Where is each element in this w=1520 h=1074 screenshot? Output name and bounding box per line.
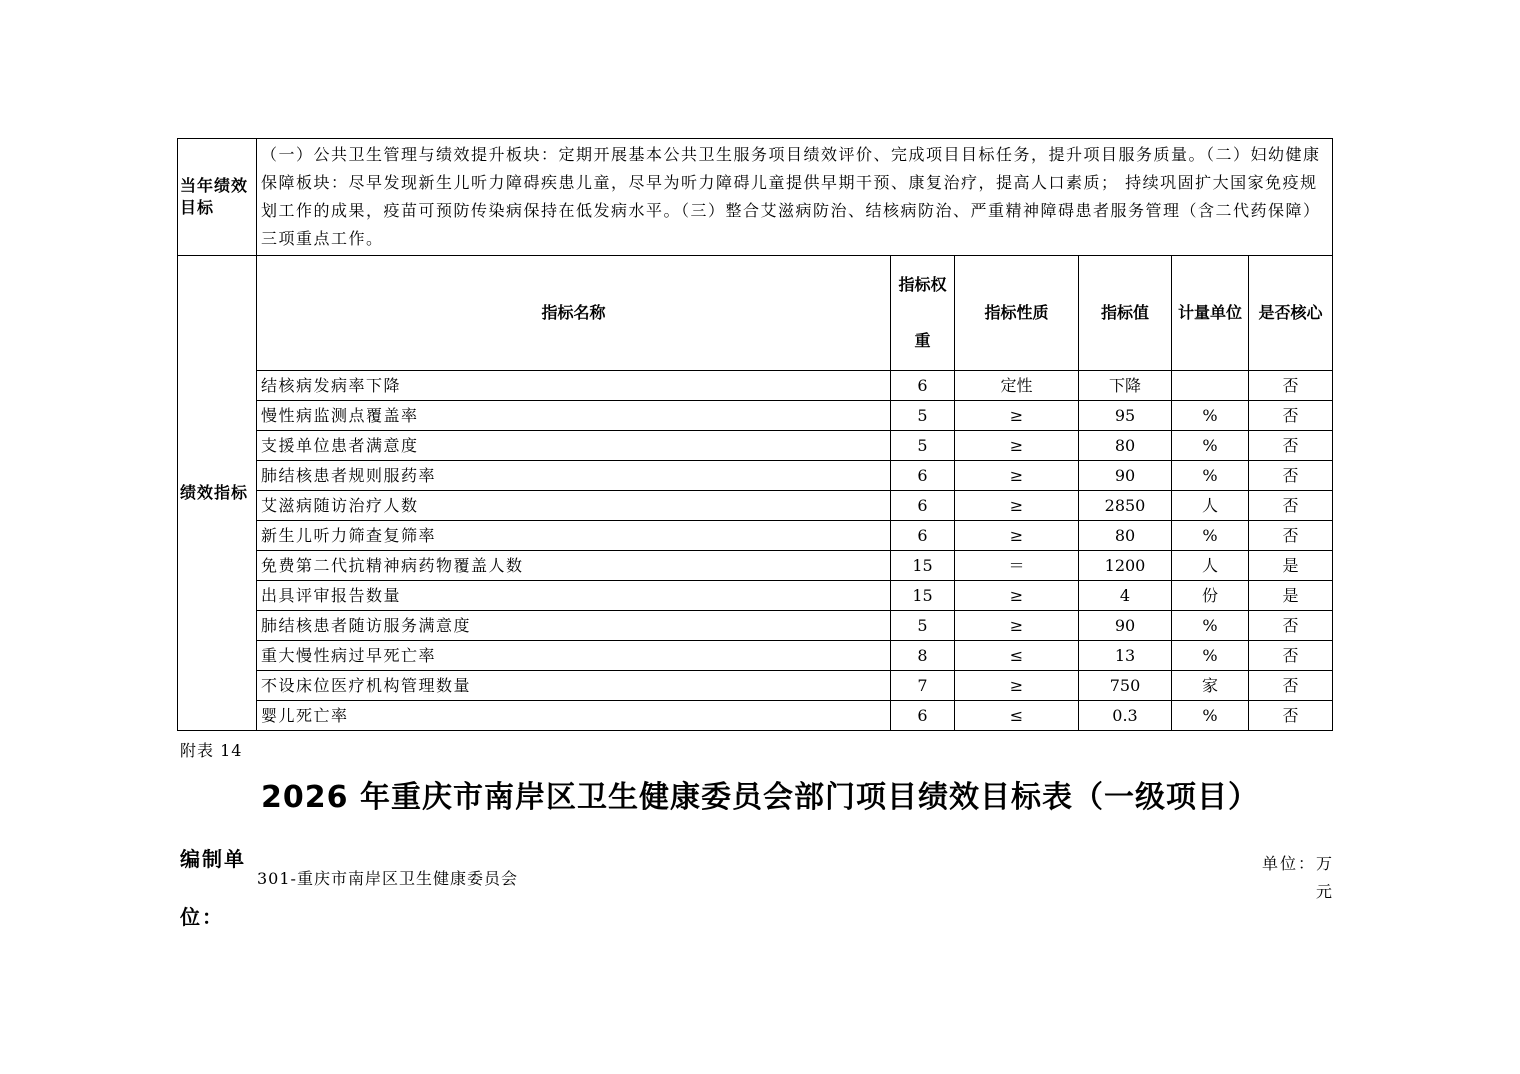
is-core-cell: 否 (1249, 401, 1333, 431)
indicator-weight-cell: 7 (891, 671, 955, 701)
measurement-unit-cell: % (1172, 641, 1249, 671)
table-row (178, 401, 1333, 431)
indicator-value-cell: 90 (1079, 611, 1172, 641)
indicator-nature-cell: ≥ (955, 401, 1079, 431)
measurement-unit-cell (1172, 371, 1249, 401)
measurement-unit-cell: % (1172, 401, 1249, 431)
indicator-value-cell: 下降 (1079, 371, 1172, 401)
performance-indicator-label: 绩效指标 (178, 256, 257, 731)
is-core-cell: 否 (1249, 431, 1333, 461)
indicator-nature-cell: ≥ (955, 671, 1079, 701)
indicator-nature-cell: ≥ (955, 461, 1079, 491)
header-indicator-name: 指标名称 (257, 256, 891, 371)
indicator-value-cell: 0.3 (1079, 701, 1172, 731)
indicator-nature-cell: ≥ (955, 431, 1079, 461)
indicator-name-cell: 慢性病监测点覆盖率 (257, 401, 891, 431)
table-row (178, 431, 1333, 461)
indicator-weight-cell: 15 (891, 551, 955, 581)
indicator-nature-cell: ≤ (955, 701, 1079, 731)
indicator-name-cell: 肺结核患者随访服务满意度 (257, 611, 891, 641)
measurement-unit-cell: 份 (1172, 581, 1249, 611)
indicator-value-cell: 95 (1079, 401, 1172, 431)
indicator-weight-cell: 6 (891, 371, 955, 401)
currency-unit-label: 单位：万元 (1261, 854, 1334, 901)
indicator-weight-cell: 6 (891, 521, 955, 551)
indicator-weight-cell: 6 (891, 701, 955, 731)
indicator-nature-cell: ＝ (955, 551, 1079, 581)
measurement-unit-cell: 人 (1172, 491, 1249, 521)
indicator-header-row (178, 256, 1333, 371)
table-row (178, 641, 1333, 671)
indicator-name-cell: 免费第二代抗精神病药物覆盖人数 (257, 551, 891, 581)
table-row (178, 521, 1333, 551)
is-core-cell: 是 (1249, 581, 1333, 611)
indicator-weight-cell: 6 (891, 461, 955, 491)
header-indicator-nature: 指标性质 (955, 256, 1079, 371)
indicator-value-cell: 4 (1079, 581, 1172, 611)
indicator-value-cell: 1200 (1079, 551, 1172, 581)
indicator-weight-cell: 5 (891, 431, 955, 461)
header-indicator-weight: 指标权重 (891, 256, 955, 371)
indicator-name-cell: 支援单位患者满意度 (257, 431, 891, 461)
is-core-cell: 否 (1249, 461, 1333, 491)
table-row (178, 371, 1333, 401)
indicator-nature-cell: ≤ (955, 641, 1079, 671)
measurement-unit-cell: % (1172, 461, 1249, 491)
table-row (178, 611, 1333, 641)
indicator-name-cell: 结核病发病率下降 (257, 371, 891, 401)
measurement-unit-cell: % (1172, 701, 1249, 731)
measurement-unit-cell: % (1172, 431, 1249, 461)
indicator-name-cell: 重大慢性病过早死亡率 (257, 641, 891, 671)
compiling-unit-value: 301-重庆市南岸区卫生健康委员会 (257, 869, 518, 888)
attachment-label: 附表 14 (180, 741, 243, 760)
indicator-value-cell: 90 (1079, 461, 1172, 491)
is-core-cell: 否 (1249, 371, 1333, 401)
is-core-cell: 是 (1249, 551, 1333, 581)
is-core-cell: 否 (1249, 491, 1333, 521)
measurement-unit-cell: 人 (1172, 551, 1249, 581)
is-core-cell: 否 (1249, 641, 1333, 671)
indicator-nature-cell: ≥ (955, 581, 1079, 611)
indicator-value-cell: 750 (1079, 671, 1172, 701)
table-row (178, 671, 1333, 701)
indicator-value-cell: 13 (1079, 641, 1172, 671)
page-title: 2026 年重庆市南岸区卫生健康委员会部门项目绩效目标表（一级项目） (261, 780, 1259, 815)
is-core-cell: 否 (1249, 701, 1333, 731)
indicator-value-cell: 2850 (1079, 491, 1172, 521)
indicator-weight-cell: 5 (891, 611, 955, 641)
indicator-nature-cell: ≥ (955, 491, 1079, 521)
header-measurement-unit: 计量单位 (1172, 256, 1249, 371)
header-is-core: 是否核心 (1249, 256, 1333, 371)
indicator-value-cell: 80 (1079, 431, 1172, 461)
indicator-name-cell: 婴儿死亡率 (257, 701, 891, 731)
compiling-unit-label: 编制单位： (180, 847, 246, 929)
indicator-name-cell: 新生儿听力筛查复筛率 (257, 521, 891, 551)
indicator-name-cell: 不设床位医疗机构管理数量 (257, 671, 891, 701)
table-row (178, 701, 1333, 731)
indicator-name-cell: 出具评审报告数量 (257, 581, 891, 611)
table-row (178, 461, 1333, 491)
indicator-value-cell: 80 (1079, 521, 1172, 551)
measurement-unit-cell: % (1172, 521, 1249, 551)
indicator-name-cell: 艾滋病随访治疗人数 (257, 491, 891, 521)
indicator-weight-cell: 8 (891, 641, 955, 671)
indicator-weight-cell: 6 (891, 491, 955, 521)
indicator-nature-cell: ≥ (955, 521, 1079, 551)
indicator-name-cell: 肺结核患者规则服药率 (257, 461, 891, 491)
header-indicator-value: 指标值 (1079, 256, 1172, 371)
table-row (178, 491, 1333, 521)
measurement-unit-cell: 家 (1172, 671, 1249, 701)
annual-goal-text: （一）公共卫生管理与绩效提升板块：定期开展基本公共卫生服务项目绩效评价、完成项目目标任务，提升项目服务质量。（二）妇幼健康保障板块：尽早发现新生儿听力障碍疾患儿童，尽早为听力障碍儿童提供早期干预、康复治疗，提高人口素质； 持续巩固扩大国家免疫规划工作的成果，疫苗可预防传染病保持在低发病水平。（三）整合艾滋病防治、结核病防治、严重精神障碍患者服务管理（含二代药保障）三项重点工作。 (257, 139, 1333, 256)
indicator-nature-cell: ≥ (955, 611, 1079, 641)
is-core-cell: 否 (1249, 521, 1333, 551)
annual-goal-row (178, 139, 1333, 256)
indicator-weight-cell: 5 (891, 401, 955, 431)
performance-goal-table (177, 138, 1333, 731)
measurement-unit-cell: % (1172, 611, 1249, 641)
is-core-cell: 否 (1249, 611, 1333, 641)
table-row (178, 551, 1333, 581)
indicator-weight-cell: 15 (891, 581, 955, 611)
is-core-cell: 否 (1249, 671, 1333, 701)
annual-goal-label: 当年绩效目标 (178, 139, 257, 256)
table-row (178, 581, 1333, 611)
indicator-nature-cell: 定性 (955, 371, 1079, 401)
